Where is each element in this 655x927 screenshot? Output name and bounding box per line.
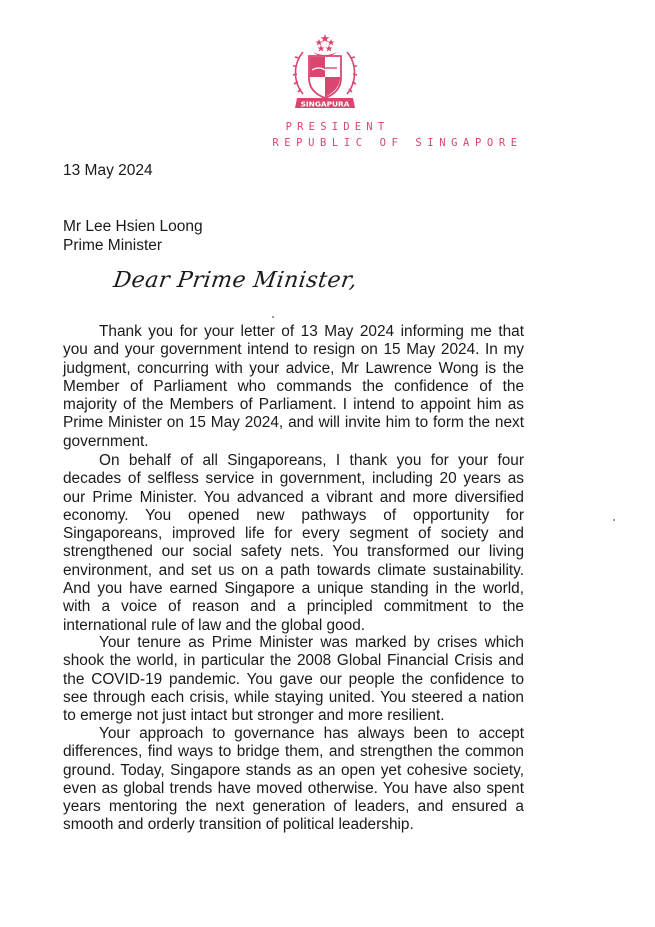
letter-date: 13 May 2024 xyxy=(63,162,153,179)
handwritten-salutation: Dear Prime Minister, xyxy=(111,268,359,293)
letter-paragraph-2: On behalf of all Singaporeans, I thank you for your four decades of selfless service in government, including 20 years as our Prime Minister. You advanced a vibrant and more diversified economy. You opened new pathways of opportunity for Singaporeans, improved life for every segment of society and strengthened our social safety nets. You transformed our living environment, and set us on a path towards climate sustainability. And you have earned Singapore a unique standing in the world, with a voice of reason and a principled commitment to the international rule of law and the global good. xyxy=(63,452,524,634)
letter-paragraph-4: Your approach to governance has always been to accept differences, find ways to bridge them, and strengthen the common ground. Today, Singapore stands as an open yet cohesive society, even as global trends have moved otherwise. You have also spent years mentoring the next generation of leaders, and ensured a smooth and orderly transition of political leadership. xyxy=(63,725,524,834)
scan-speck xyxy=(272,316,274,318)
crest-banner-text: SINGAPURA xyxy=(300,99,350,109)
recipient-title: Prime Minister xyxy=(63,236,163,254)
letterhead-title: PRESIDENT xyxy=(285,121,390,133)
presidential-crest-logo xyxy=(289,32,361,114)
letterhead-subtitle: REPUBLIC OF SINGAPORE xyxy=(272,137,523,149)
letter-paragraph-1: Thank you for your letter of 13 May 2024 informing me that you and your government intend to resign on 15 May 2024. In my judgment, concurring with your advice, Mr Lawrence Wong is the Member of Parliament who commands the confidence of the majority of the Members of Parliament. I intend to appoint him as Prime Minister on 15 May 2024, and will invite him to form the next government. xyxy=(63,323,524,450)
recipient-block xyxy=(63,218,203,255)
letter-paragraph-3: Your tenure as Prime Minister was marked by crises which shook the world, in particular the 2008 Global Financial Crisis and the COVID-19 pandemic. You gave our people the confidence to see through each crisis, while staying united. You steered a nation to emerge not just intact but stronger and more resilient. xyxy=(63,634,524,725)
scan-speck xyxy=(613,519,615,521)
recipient-name: Mr Lee Hsien Loong xyxy=(63,218,203,235)
